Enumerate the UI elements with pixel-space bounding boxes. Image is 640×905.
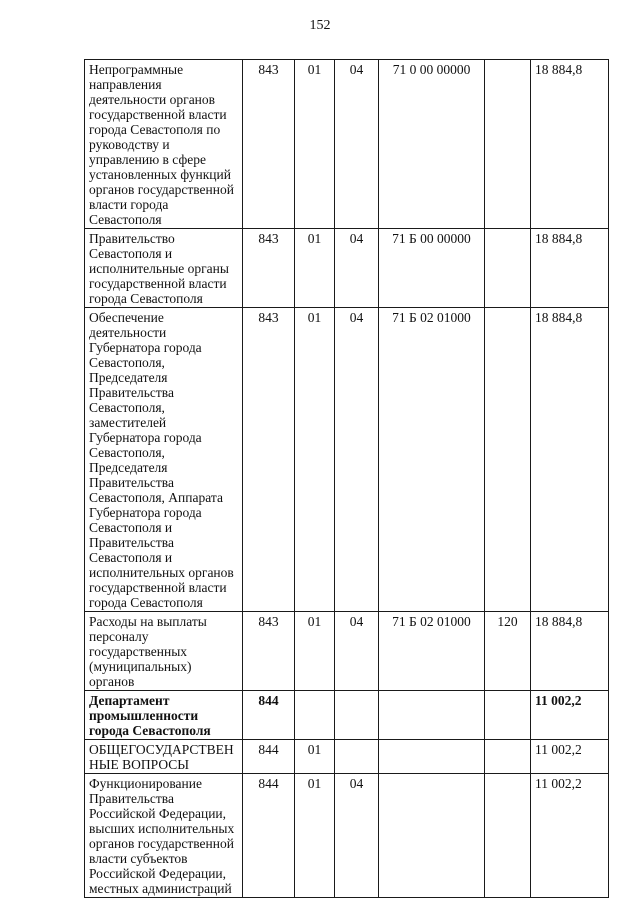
row-ved: 844 xyxy=(243,774,295,898)
row-csr: 71 Б 00 00000 xyxy=(379,229,485,308)
row-vr xyxy=(485,691,531,740)
row-sum: 18 884,8 xyxy=(531,229,609,308)
row-vr xyxy=(485,229,531,308)
row-pr: 04 xyxy=(335,612,379,691)
table-row xyxy=(85,740,609,774)
row-name: Обеспечение деятельности Губернатора города Севастополя, Председателя Правительства Севастополя, заместителей Губернатора города Севастополя, Председателя Правительства Севастополя, Аппарата Губернатора города Севастополя и Правительства Севастополя и исполнительных органов государственной власти города Севастополя xyxy=(85,308,243,612)
row-rz: 01 xyxy=(295,612,335,691)
row-vr: 120 xyxy=(485,612,531,691)
row-name: Правительство Севастополя и исполнительные органы государственной власти города Севастополя xyxy=(85,229,243,308)
page-number: 152 xyxy=(309,18,331,33)
row-sum: 18 884,8 xyxy=(531,308,609,612)
row-ved: 843 xyxy=(243,308,295,612)
row-ved: 843 xyxy=(243,612,295,691)
row-sum: 18 884,8 xyxy=(531,612,609,691)
table-row xyxy=(85,691,609,740)
row-csr: 71 Б 02 01000 xyxy=(379,308,485,612)
row-pr: 04 xyxy=(335,774,379,898)
row-csr xyxy=(379,691,485,740)
row-rz: 01 xyxy=(295,308,335,612)
row-vr xyxy=(485,308,531,612)
row-pr: 04 xyxy=(335,308,379,612)
row-rz: 01 xyxy=(295,60,335,229)
row-csr xyxy=(379,740,485,774)
table-row xyxy=(85,229,609,308)
row-rz xyxy=(295,691,335,740)
row-sum: 11 002,2 xyxy=(531,774,609,898)
row-ved: 844 xyxy=(243,740,295,774)
row-rz: 01 xyxy=(295,774,335,898)
row-sum: 18 884,8 xyxy=(531,60,609,229)
table-row xyxy=(85,774,609,898)
row-rz: 01 xyxy=(295,740,335,774)
row-rz: 01 xyxy=(295,229,335,308)
row-csr: 71 0 00 00000 xyxy=(379,60,485,229)
row-csr xyxy=(379,774,485,898)
table-row xyxy=(85,308,609,612)
row-ved: 843 xyxy=(243,60,295,229)
table-row xyxy=(85,612,609,691)
row-vr xyxy=(485,774,531,898)
row-ved: 844 xyxy=(243,691,295,740)
row-pr xyxy=(335,691,379,740)
row-name: ОБЩЕГОСУДАРСТВЕН НЫЕ ВОПРОСЫ xyxy=(85,740,243,774)
row-sum: 11 002,2 xyxy=(531,740,609,774)
row-pr xyxy=(335,740,379,774)
row-name: Непрограммные направления деятельности органов государственной власти города Севастополя по руководству и управлению в сфере установленных функций органов государственной власти города Севастополя xyxy=(85,60,243,229)
table-row xyxy=(85,60,609,229)
row-ved: 843 xyxy=(243,229,295,308)
row-sum: 11 002,2 xyxy=(531,691,609,740)
row-name: Функционирование Правительства Российской Федерации, высших исполнительных органов государственной власти субъектов Российской Федерации, местных администраций xyxy=(85,774,243,898)
budget-table xyxy=(84,59,609,898)
row-vr xyxy=(485,740,531,774)
row-pr: 04 xyxy=(335,60,379,229)
row-name: Расходы на выплаты персоналу государственных (муниципальных) органов xyxy=(85,612,243,691)
row-pr: 04 xyxy=(335,229,379,308)
row-csr: 71 Б 02 01000 xyxy=(379,612,485,691)
row-vr xyxy=(485,60,531,229)
row-name: Департамент промышленности города Севастополя xyxy=(85,691,243,740)
